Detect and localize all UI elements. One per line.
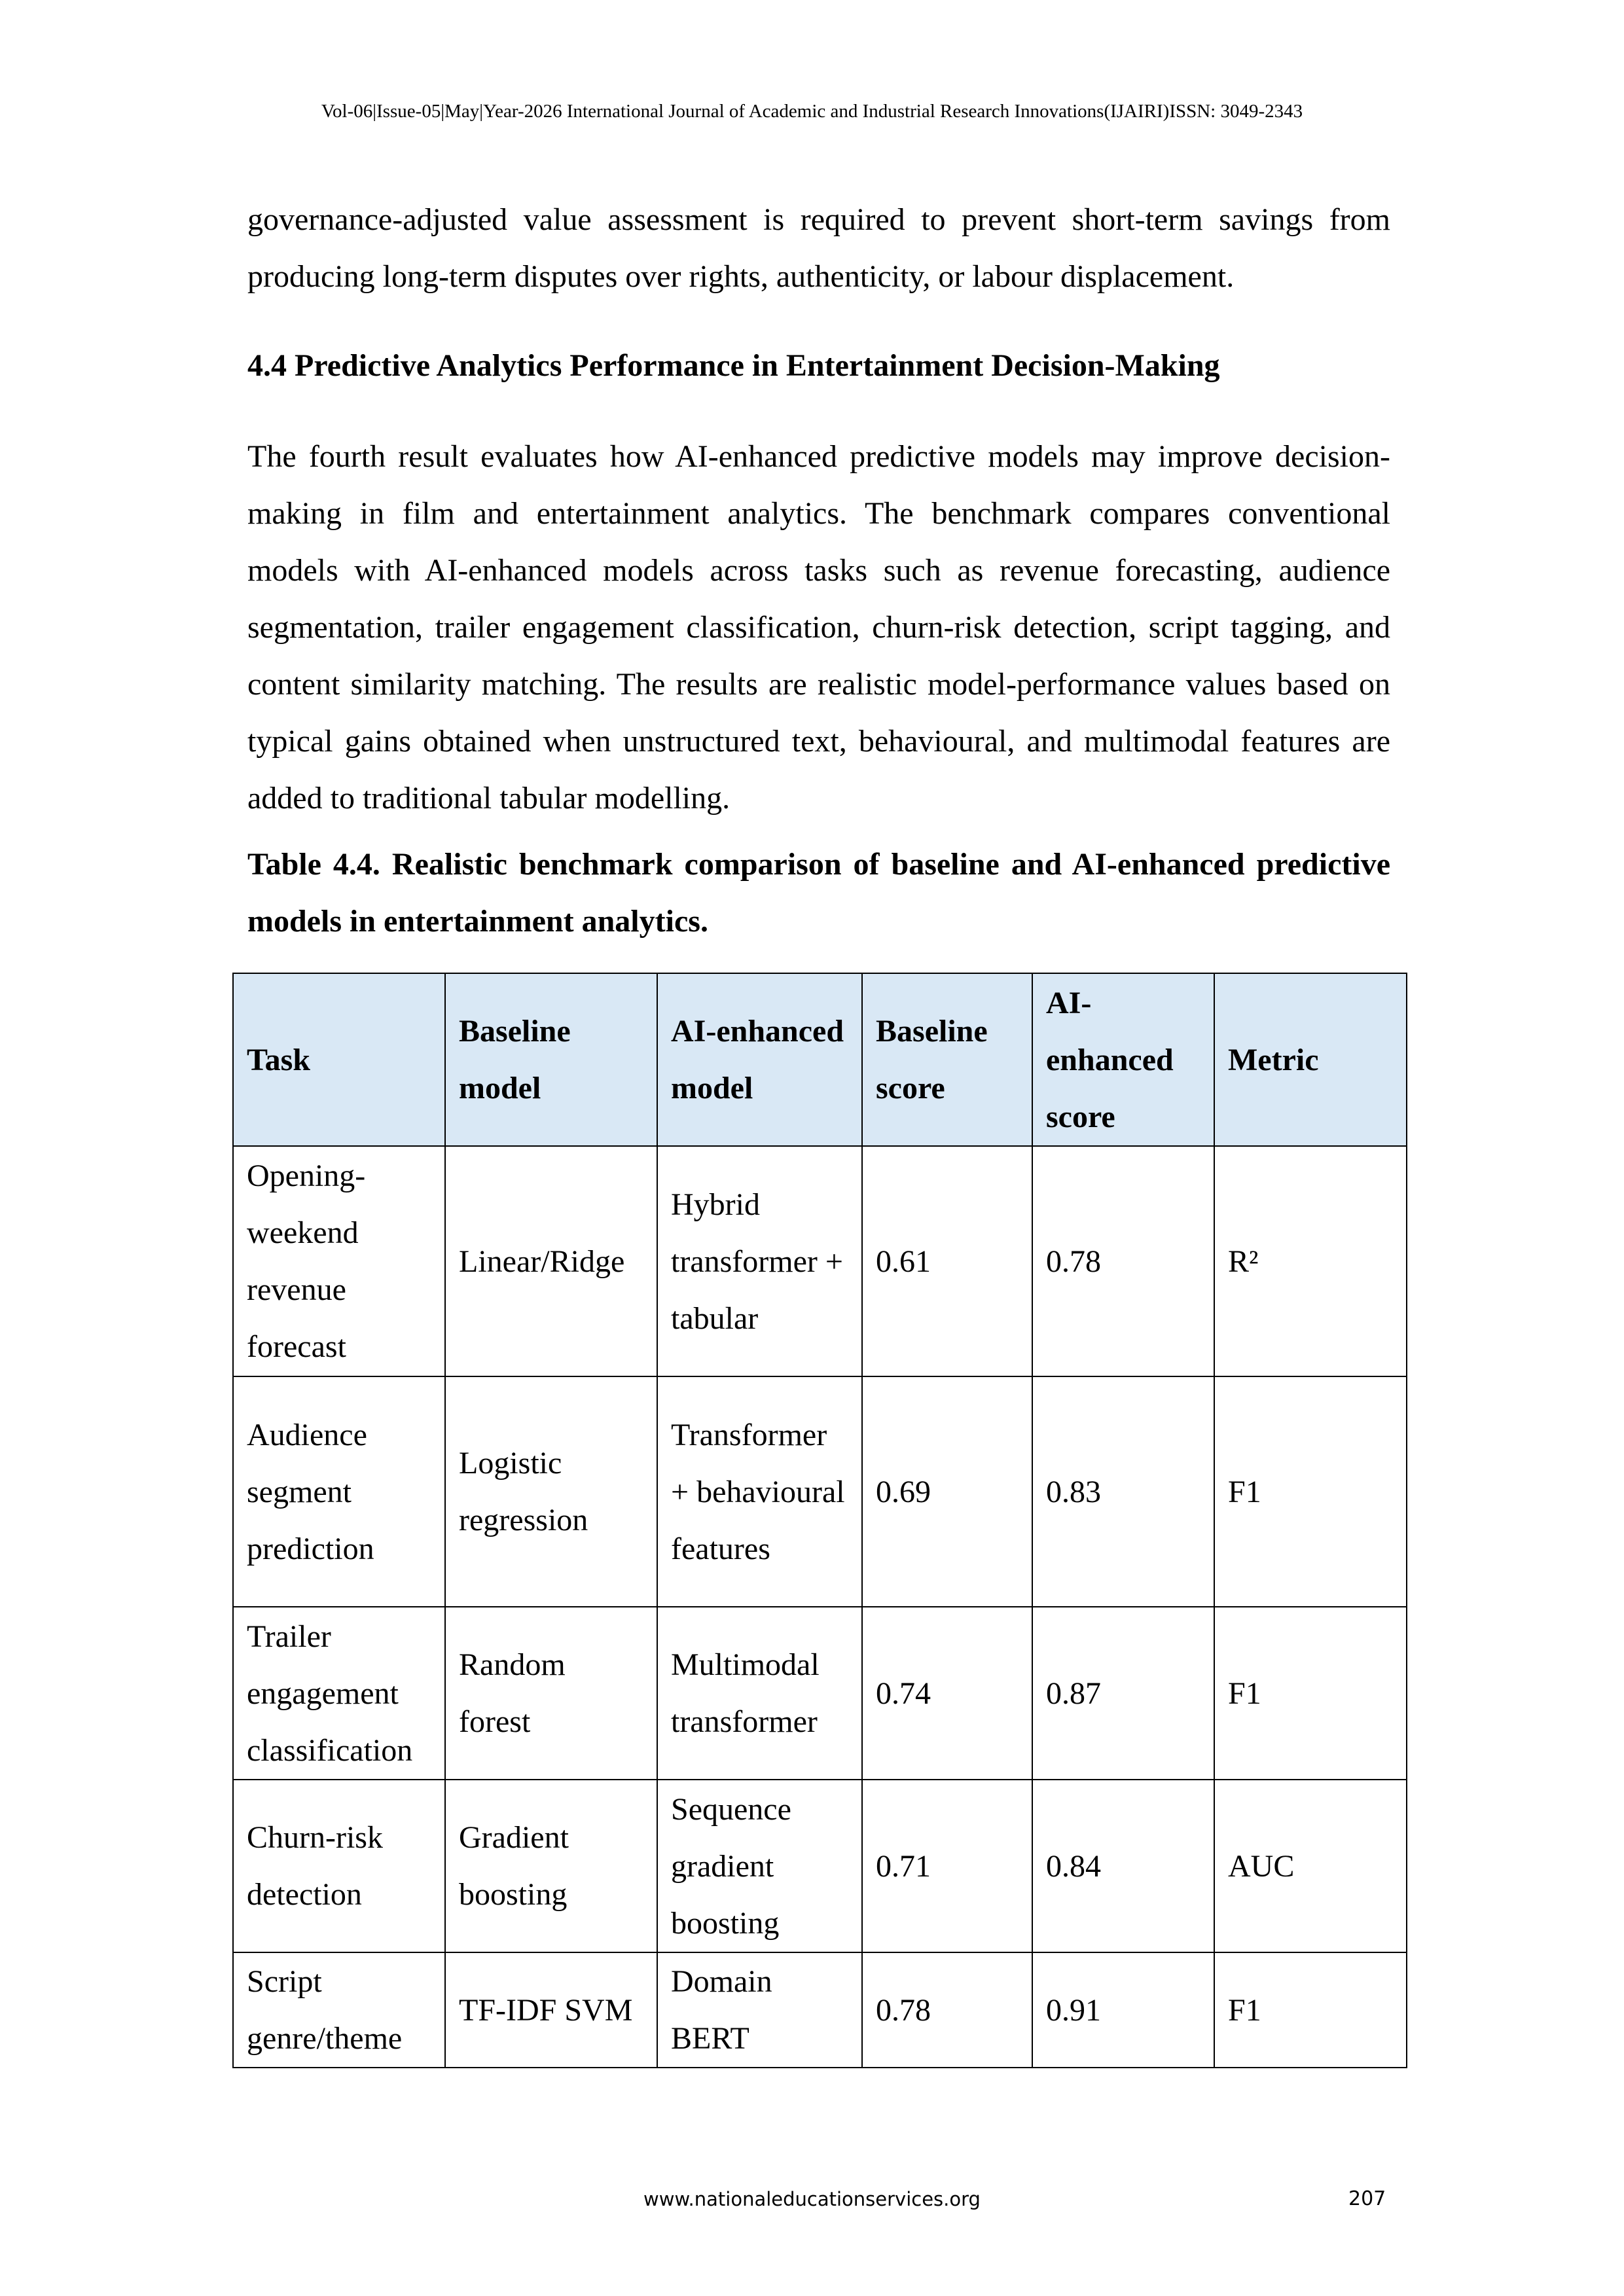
header-task: Task	[233, 973, 445, 1146]
cell-ai-enhanced-model: Domain BERT	[657, 1952, 862, 2068]
cell-metric: F1	[1214, 1607, 1407, 1780]
cell-metric: R²	[1214, 1146, 1407, 1376]
section-heading: 4.4 Predictive Analytics Performance in Entertainment Decision-Making	[247, 348, 1220, 383]
cell-baseline-score: 0.74	[862, 1607, 1032, 1780]
cell-task: Trailer engagement classification	[233, 1607, 445, 1780]
cell-ai-enhanced-model: Hybrid transformer + tabular	[657, 1146, 862, 1376]
benchmark-table	[232, 973, 1407, 2068]
cell-metric: F1	[1214, 1376, 1407, 1607]
header-metric: Metric	[1214, 973, 1407, 1146]
table-row	[233, 1607, 1407, 1780]
cell-task: Script genre/theme	[233, 1952, 445, 2068]
header-baseline-model: Baseline model	[445, 973, 657, 1146]
cell-baseline-model: Logistic regression	[445, 1376, 657, 1607]
intro-paragraph: governance-adjusted value assessment is required to prevent short-term savings from producing long-term disputes over rights, authenticity, or labour displacement.	[247, 202, 1390, 294]
footer-url: www.nationaleducationservices.org	[643, 2188, 981, 2210]
cell-ai-enhanced-score: 0.87	[1032, 1607, 1214, 1780]
table-header-row	[233, 973, 1407, 1146]
header-ai-enhanced-score: AI-enhanced score	[1032, 973, 1214, 1146]
cell-ai-enhanced-score: 0.91	[1032, 1952, 1214, 2068]
cell-baseline-score: 0.69	[862, 1376, 1032, 1607]
cell-task: Opening-weekend revenue forecast	[233, 1146, 445, 1376]
table-row	[233, 1952, 1407, 2068]
section-paragraph: The fourth result evaluates how AI-enhanced predictive models may improve decision-making in film and entertainment analytics. The benchmark compares conventional models with AI-enhanced models across tasks such as revenue forecasting, audience segmentation, trailer engagement classification, churn-risk detection, script tagging, and content similarity matching. The results are realistic model-performance values based on typical gains obtained when unstructured text, behavioural, and multimodal features are added to traditional tabular modelling.	[247, 439, 1390, 816]
table-caption: Table 4.4. Realistic benchmark comparison of baseline and AI-enhanced predictive models in entertainment analytics.	[247, 847, 1390, 939]
cell-baseline-model: Linear/Ridge	[445, 1146, 657, 1376]
table-header	[233, 973, 1407, 1146]
page-content	[247, 191, 1390, 950]
cell-task: Audience segment prediction	[233, 1376, 445, 1607]
table-body	[233, 1146, 1407, 2068]
header-baseline-score: Baseline score	[862, 973, 1032, 1146]
table-row	[233, 1780, 1407, 1952]
cell-ai-enhanced-model: Transformer + behavioural features	[657, 1376, 862, 1607]
cell-metric: F1	[1214, 1952, 1407, 2068]
cell-ai-enhanced-score: 0.84	[1032, 1780, 1214, 1952]
cell-baseline-model: TF-IDF SVM	[445, 1952, 657, 2068]
table-row	[233, 1376, 1407, 1607]
cell-baseline-model: Random forest	[445, 1607, 657, 1780]
cell-metric: AUC	[1214, 1780, 1407, 1952]
cell-baseline-score: 0.61	[862, 1146, 1032, 1376]
cell-task: Churn-risk detection	[233, 1780, 445, 1952]
page-number: 207	[1348, 2187, 1386, 2210]
cell-ai-enhanced-score: 0.78	[1032, 1146, 1214, 1376]
cell-ai-enhanced-model: Multimodal transformer	[657, 1607, 862, 1780]
cell-baseline-score: 0.71	[862, 1780, 1032, 1952]
running-header: Vol-06|Issue-05|May|Year-2026 International Journal of Academic and Industrial Research Innovations(IJAIRI)ISSN: 3049-2343	[321, 101, 1303, 122]
header-ai-enhanced-model: AI-enhanced model	[657, 973, 862, 1146]
table-row	[233, 1146, 1407, 1376]
cell-baseline-score: 0.78	[862, 1952, 1032, 2068]
cell-baseline-model: Gradient boosting	[445, 1780, 657, 1952]
cell-ai-enhanced-model: Sequence gradient boosting	[657, 1780, 862, 1952]
cell-ai-enhanced-score: 0.83	[1032, 1376, 1214, 1607]
